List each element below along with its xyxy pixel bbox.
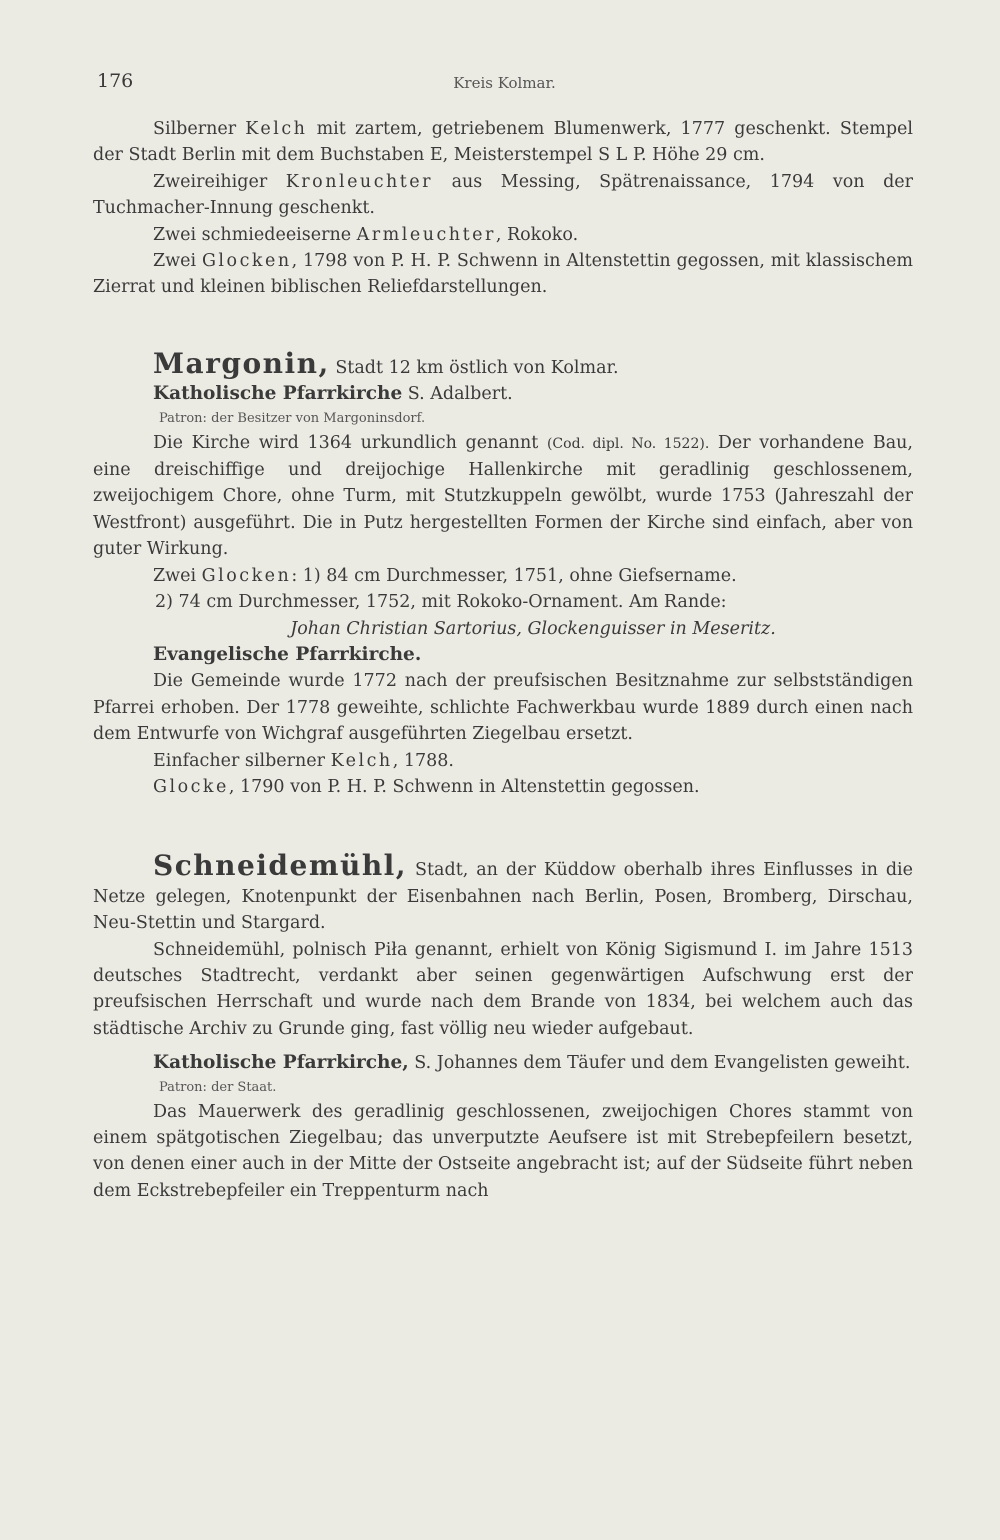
citation: (Cod. dipl. No. 1522). [546,435,710,452]
spaced-term: Glocke [153,776,229,797]
margonin-evang-heading [93,642,913,668]
schneidemuehl-kath-heading [93,1050,913,1076]
paragraph-glocken [93,248,913,301]
place-description: Stadt 12 km östlich von Kolmar. [329,357,619,378]
spaced-term: Kronleuchter [285,171,434,192]
section-gap [93,800,913,853]
text: , Rokoko. [495,224,579,245]
text: , 1788. [392,750,454,771]
paragraph-glocke-2: 2) 74 cm Durchmesser, 1752, mit Rokoko-Ornament. Am Rande: [155,592,727,613]
text: , 1798 von P. H. P. Schwenn in Altenstettin gegossen, mit klassischem Zierrat und kleinen biblischen Reliefdarstellungen. [93,251,914,298]
church-saint: S. Adalbert. [402,384,513,405]
place-name: Margonin, [153,346,330,380]
bell-inscription: Johan Christian Sartorius, Glockenguisser in Meseritz. [290,618,776,639]
spaced-term: Armleuchter [356,224,496,245]
place-name: Schneidemühl, [153,849,408,883]
page-number: 176 [97,70,134,92]
text: aus Messing, Spätrenaissance, 1794 von der Tuchmacher-Innung geschenkt. [93,171,913,219]
spaced-term: Kelch [330,750,393,771]
running-title: Kreis Kolmar. [453,74,556,92]
church-title: Katholische Pfarrkirche [153,383,403,405]
paragraph-glocke-evang [93,774,913,800]
church-title: Katholische Pfarrkirche, [153,1052,409,1074]
text: Zwei [153,565,202,586]
margonin-heading [93,346,913,381]
text: Zwei [153,251,202,272]
section-gap [93,301,913,351]
patron-note: Patron: der Besitzer von Margoninsdorf. [159,410,426,426]
text: Zwei schmiedeeiserne [153,224,357,245]
paragraph-geschichte: Schneidemühl, polnisch Piła genannt, erhielt von König Sigismund I. im Jahre 1513 deutsches Stadtrecht, verdankt aber seinen gegenwärtigen Aufschwung erst der preufsischen Herrschaft und wurde nach dem Brande von 1834, bei welchem auch das städtische Archiv zu Grunde ging, fast völlig neu wieder aufgebaut. [93,939,913,1039]
spaced-term: Kelch [245,119,308,139]
schneidemuehl-heading [93,849,913,936]
text: Zweireihiger [153,171,286,192]
page-header [97,70,912,100]
church-title: Evangelische Pfarrkirche. [153,643,422,665]
paragraph-mauerwerk: Das Mauerwerk des geradlinig geschlossenen, zweijochigen Chores stammt von einem spätgotischen Ziegelbau; das unverputzte Aeufsere ist mit Strebepfeilern besetzt, von denen einer auch in der Mitte der Ostseite angebracht ist; auf der Südseite führt neben dem Eckstrebepfeiler ein Treppenturm nach [93,1101,913,1201]
text: , 1790 von P. H. P. Schwenn in Altenstettin gegossen. [228,776,700,797]
patron-note: Patron: der Staat. [159,1079,277,1095]
paragraph-kelch-evang [93,748,913,774]
spaced-term: Glocken [201,251,292,272]
text: Silberner [153,119,246,139]
text: Der vorhandene Bau, eine dreischiffige und dreijochige Hallenkirche mit geradlinig geschlossenem, zweijochigem Chore, ohne Turm, mit Stutzkuppeln gewölbt, wurde 1753 (Jahreszahl der Westfront) ausgeführt. Die in Putz hergestellten Formen der Kirche sind einfach, aber von guter Wirkung. [93,432,913,560]
text: Die Kirche wird 1364 urkundlich genannt [153,432,547,453]
text: : 1) 84 cm Durchmesser, 1751, ohne Giefsername. [291,565,737,586]
paragraph-kirche [93,430,913,563]
church-dedication: S. Johannes dem Täufer und dem Evangelisten geweiht. [408,1053,911,1074]
text: mit zartem, getriebenem Blumenwerk, 1777 geschenkt. Stempel der Stadt Berlin mit dem Buchstaben E, Meisterstempel S L P. Höhe 29 cm. [93,119,913,166]
paragraph-armleuchter [93,222,913,248]
paragraph-glocken-margonin [93,563,913,589]
paragraph-kelch [93,116,913,169]
margonin-kath-heading [93,381,913,407]
place-description: Stadt, an der Küddow oberhalb ihres Einflusses in die Netze gelegen, Knotenpunkt der Eisenbahnen nach Berlin, Posen, Bromberg, Dirschau, Neu-Stettin und Stargard. [93,860,913,934]
text: Einfacher silberner [153,750,331,771]
paragraph-kronleuchter [93,169,913,222]
page-body [93,116,913,1204]
spaced-term: Glocken [201,565,292,586]
paragraph-gemeinde: Die Gemeinde wurde 1772 nach der preufsischen Besitznahme zur selbstständigen Pfarrei erhoben. Der 1778 geweihte, schlichte Fachwerkbau wurde 1889 durch einen nach dem Entwurfe von Wichgraf ausgeführten Ziegelbau ersetzt. [93,671,913,745]
